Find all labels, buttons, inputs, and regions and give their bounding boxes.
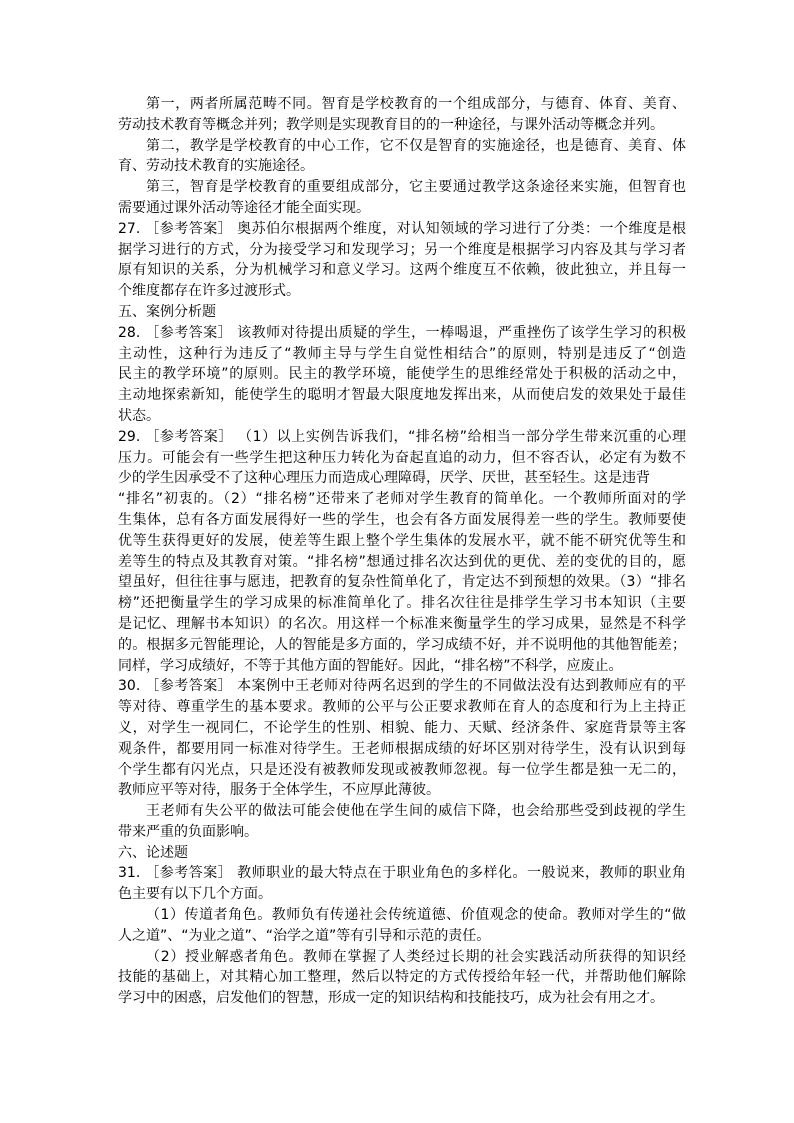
text-line: 技能的基础上，对其精心加工整理，然后以特定的方式传授给年轻一代，并帮助他们解除 [118, 969, 686, 986]
section-heading [118, 843, 686, 864]
text-line: 榜”还把衡量学生的学习成果的标准简单化了。排名次往往是排学生学习书本知识（主要 [118, 595, 686, 612]
text-line: 劳动技术教育等概念并列；教学则是实现教育目的的一种途径，与课外活动等概念并列。 [118, 116, 664, 133]
text-line: 等对待、尊重学生的基本要求。教师的公平与公正要求教师在育人的态度和行为上主持正 [118, 699, 686, 716]
text-line: 原有知识的关系，分为机械学习和意义学习。这两个维度互不依赖，彼此独立，并且每一 [118, 262, 686, 279]
text-line: 状态。 [118, 407, 160, 424]
text-line: 第三，智育是学校教育的重要组成部分，它主要通过教学这条途径来实施，但智育也 [146, 179, 686, 196]
paragraph [118, 323, 686, 427]
text-line: 主动地探索新知，能使学生的聪明才智最大限度地发挥出来，从而使启发的效果处于最佳 [118, 387, 686, 404]
text-line: 六、论述题 [118, 844, 188, 861]
text-line: 第一，两者所属范畴不同。智育是学校教育的一个组成部分，与德育、体育、美育、 [146, 96, 686, 112]
text-line: 需要通过课外活动等途径才能全面实现。 [118, 199, 370, 216]
text-line: 个学生都有闪光点，只是还没有被教师发现或被教师忽视。每一位学生都是独一无二的， [118, 761, 686, 778]
text-line: 31. ［参考答案］ 教师职业的最大特点在于职业角色的多样化。一般说来，教师的职业角 [118, 865, 686, 882]
text-line: 27. ［参考答案］ 奥苏伯尔根据两个维度，对认知领域的学习进行了分类：一个维度是根 [118, 220, 686, 237]
text-line: 观条件，都要用同一标准对待学生。王老师根据成绩的好坏区别对待学生，没有认识到每 [118, 740, 686, 757]
text-line: 据学习进行的方式，分为接受学习和发现学习；另一个维度是根据学习内容及其与学习者 [118, 241, 686, 258]
paragraph [118, 801, 686, 843]
paragraph [118, 177, 686, 219]
text-line: 带来严重的负面影响。 [118, 823, 258, 840]
paragraph [118, 94, 686, 136]
paragraph [118, 676, 686, 801]
paragraph [118, 863, 686, 905]
text-line: 个维度都存在许多过渡形式。 [118, 283, 300, 300]
text-line: 的。根据多元智能理论，人的智能是多方面的，学习成绩不好，并不说明他的其他智能差； [118, 636, 686, 653]
text-line: 王老师有失公平的做法可能会使他在学生间的威信下降，也会给那些受到歧视的学生 [146, 803, 686, 820]
text-line: 人之道”、“为业之道”、“治学之道”等有引导和示范的责任。 [118, 927, 491, 944]
text-line: 学习中的困惑，启发他们的智慧，形成一定的知识结构和技能技巧，成为社会有用之才。 [118, 990, 664, 1007]
text-line: 29. ［参考答案］ （1）以上实例告诉我们，“排名榜”给相当一部分学生带来沉重的心理 [118, 428, 686, 445]
text-line: 28. ［参考答案］ 该教师对待提出质疑的学生，一棒喝退，严重挫伤了该学生学习的积极 [118, 324, 686, 341]
paragraph [118, 219, 686, 302]
text-line: 生集体，总有各方面发展得好一些的学生，也会有各方面发展得差一些的学生。教师要使 [118, 511, 686, 528]
text-line: “排名”初衷的。（2）“排名榜”还带来了老师对学生教育的简单化。一个教师所面对的学 [118, 491, 686, 508]
text-line: 主动性，这种行为违反了“教师主导与学生自觉性相结合”的原则，特别是违反了“创造 [118, 345, 686, 362]
text-line: 少的学生因承受不了这种心理压力而造成心理障碍，厌学、厌世，甚至轻生。这是违背 [118, 470, 650, 487]
paragraph [118, 947, 686, 1009]
text-line: 民主的教学环境”的原则。民主的教学环境，能使学生的思维经常处于积极的活动之中， [118, 366, 686, 383]
paragraph [118, 136, 686, 178]
text-line: 是记忆、理解书本知识）的名次。用这样一个标准来衡量学生的学习成果，显然是不科学 [118, 615, 686, 632]
text-line: 优等生获得更好的发展，使差等生跟上整个学生集体的发展水平，就不能不研究优等生和 [118, 532, 686, 549]
text-line: （2）授业解惑者角色。教师在掌握了人类经过长期的社会实践活动所获得的知识经 [146, 948, 686, 965]
text-line: 义，对学生一视同仁，不论学生的性别、相貌、能力、天赋、经济条件、家庭背景等主客 [118, 719, 686, 736]
section-heading [118, 302, 686, 323]
text-line: 差等生的特点及其教育对策。“排名榜”想通过排名次达到优的更优、差的变优的目的，愿 [118, 553, 686, 570]
text-line: 压力。可能会有一些学生把这种压力转化为奋起直追的动力，但不容否认，必定有为数不 [118, 449, 686, 466]
text-line: （1）传道者角色。教师负有传递社会传统道德、价值观念的使命。教师对学生的“做 [146, 907, 686, 924]
paragraph [118, 905, 686, 947]
text-line: 望虽好，但往往事与愿违，把教育的复杂性简单化了，肯定达不到预想的效果。（3）“排名 [118, 574, 686, 591]
text-line: 30. ［参考答案］ 本案例中王老师对待两名迟到的学生的不同做法没有达到教师应有的平 [118, 678, 686, 695]
text-line: 教师应平等对待，服务于全体学生，不应厚此薄彼。 [118, 782, 440, 799]
text-line: 色主要有以下几个方面。 [118, 886, 272, 903]
text-line: 育、劳动技术教育的实施途径。 [118, 158, 314, 175]
text-line: 同样，学习成绩好，不等于其他方面的智能好。因此，“排名榜”不科学，应废止。 [118, 657, 623, 674]
text-line: 五、案例分析题 [118, 303, 216, 320]
document-page [118, 94, 686, 1009]
text-line: 第二，教学是学校教育的中心工作，它不仅是智育的实施途径，也是德育、美育、体 [146, 137, 686, 154]
paragraph [118, 427, 686, 677]
